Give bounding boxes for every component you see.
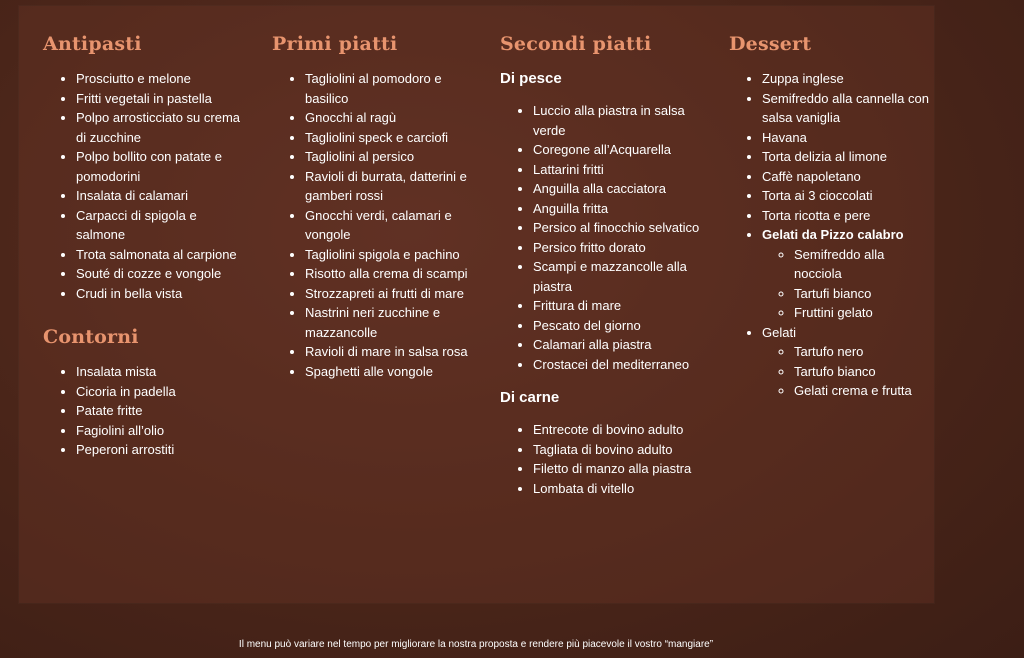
list-item-gelati <box>762 323 929 401</box>
list-item: • Caffè napoletano <box>762 167 929 187</box>
list-item: • Zuppa inglese <box>762 69 929 89</box>
list-item: • Fagiolini all’olio <box>76 421 243 441</box>
list-item: • Cicoria in padella <box>76 382 243 402</box>
sub-list-item: ◦ Fruttini gelato <box>794 303 929 323</box>
carne-list <box>500 420 700 498</box>
list-item: • Fritti vegetali in pastella <box>76 89 243 109</box>
list-item: • Torta ricotta e pere <box>762 206 929 226</box>
list-item: • Peperoni arrostiti <box>76 440 243 460</box>
list-item-pizzo <box>762 225 929 323</box>
column-antipasti <box>43 34 243 460</box>
contorni-heading: Contorni <box>43 326 139 348</box>
list-item: • Insalata mista <box>76 362 243 382</box>
list-item: • Filetto di manzo alla piastra <box>533 459 700 479</box>
carne-subheading: Di carne <box>500 389 560 406</box>
column-dessert <box>729 34 929 401</box>
list-item: • Frittura di mare <box>533 296 700 316</box>
list-item: • Calamari alla piastra <box>533 335 700 355</box>
list-item: • Souté di cozze e vongole <box>76 264 243 284</box>
list-item: • Patate fritte <box>76 401 243 421</box>
pizzo-label: Gelati da Pizzo calabro <box>762 227 904 242</box>
primi-heading: Primi piatti <box>272 33 398 55</box>
menu-panel <box>19 6 934 603</box>
contorni-list <box>43 362 243 460</box>
list-item: • Polpo bollito con patate e pomodorini <box>76 147 243 186</box>
list-item: • Risotto alla crema di scampi <box>305 264 472 284</box>
list-item: • Lombata di vitello <box>533 479 700 499</box>
list-item: • Luccio alla piastra in salsa verde <box>533 101 700 140</box>
list-item: • Tagliolini al persico <box>305 147 472 167</box>
list-item: • Anguilla alla cacciatora <box>533 179 700 199</box>
list-item: • Trota salmonata al carpione <box>76 245 243 265</box>
list-item: • Coregone all’Acquarella <box>533 140 700 160</box>
sub-list-item: ◦ Tartufi bianco <box>794 284 929 304</box>
list-item: • Pescato del giorno <box>533 316 700 336</box>
list-item: • Tagliolini spigola e pachino <box>305 245 472 265</box>
list-item: • Tagliolini speck e carciofi <box>305 128 472 148</box>
dessert-list <box>729 69 929 401</box>
antipasti-heading: Antipasti <box>43 33 142 55</box>
list-item: • Persico al finocchio selvatico <box>533 218 700 238</box>
list-item: • Spaghetti alle vongole <box>305 362 472 382</box>
list-item: • Torta delizia al limone <box>762 147 929 167</box>
list-item: • Ravioli di mare in salsa rosa <box>305 342 472 362</box>
list-item: • Scampi e mazzancolle alla piastra <box>533 257 700 296</box>
sub-list-item: ◦ Tartufo bianco <box>794 362 929 382</box>
list-item: • Polpo arrosticciato su crema di zucchine <box>76 108 243 147</box>
footer-note: Il menu può variare nel tempo per migliorare la nostra proposta e rendere più piacevole il vostro “mangiare” <box>238 639 714 650</box>
pesce-list <box>500 101 700 374</box>
gelati-label: Gelati <box>762 324 796 340</box>
list-item: • Strozzapreti ai frutti di mare <box>305 284 472 304</box>
list-item: • Lattarini fritti <box>533 160 700 180</box>
list-item: • Nastrini neri zucchine e mazzancolle <box>305 303 472 342</box>
secondi-heading: Secondi piatti <box>500 33 652 55</box>
list-item: • Crostacei del mediterraneo <box>533 355 700 375</box>
dessert-heading: Dessert <box>729 33 812 55</box>
sub-list-item: ◦ Semifreddo alla nocciola <box>794 245 929 284</box>
list-item: • Semifreddo alla cannella con salsa vaniglia <box>762 89 929 128</box>
column-secondi <box>500 34 700 498</box>
list-item: • Tagliata di bovino adulto <box>533 440 700 460</box>
list-item: • Ravioli di burrata, datterini e gamberi rossi <box>305 167 472 206</box>
antipasti-list <box>43 69 243 303</box>
list-item: • Crudi in bella vista <box>76 284 243 304</box>
list-item: • Havana <box>762 128 929 148</box>
sub-list-item: ◦ Tartufo nero <box>794 342 929 362</box>
primi-list <box>272 69 472 381</box>
list-item: • Torta ai 3 cioccolati <box>762 186 929 206</box>
list-item: • Carpacci di spigola e salmone <box>76 206 243 245</box>
list-item: • Anguilla fritta <box>533 199 700 219</box>
list-item: • Gnocchi al ragù <box>305 108 472 128</box>
list-item: • Gnocchi verdi, calamari e vongole <box>305 206 472 245</box>
list-item: • Persico fritto dorato <box>533 238 700 258</box>
column-primi <box>272 34 472 381</box>
gelati-sublist <box>762 342 929 401</box>
list-item: • Prosciutto e melone <box>76 69 243 89</box>
list-item: • Entrecote di bovino adulto <box>533 420 700 440</box>
sub-list-item: ◦ Gelati crema e frutta <box>794 381 929 401</box>
pesce-subheading: Di pesce <box>500 70 562 87</box>
list-item: • Insalata di calamari <box>76 186 243 206</box>
pizzo-sublist <box>762 245 929 323</box>
list-item: • Tagliolini al pomodoro e basilico <box>305 69 472 108</box>
